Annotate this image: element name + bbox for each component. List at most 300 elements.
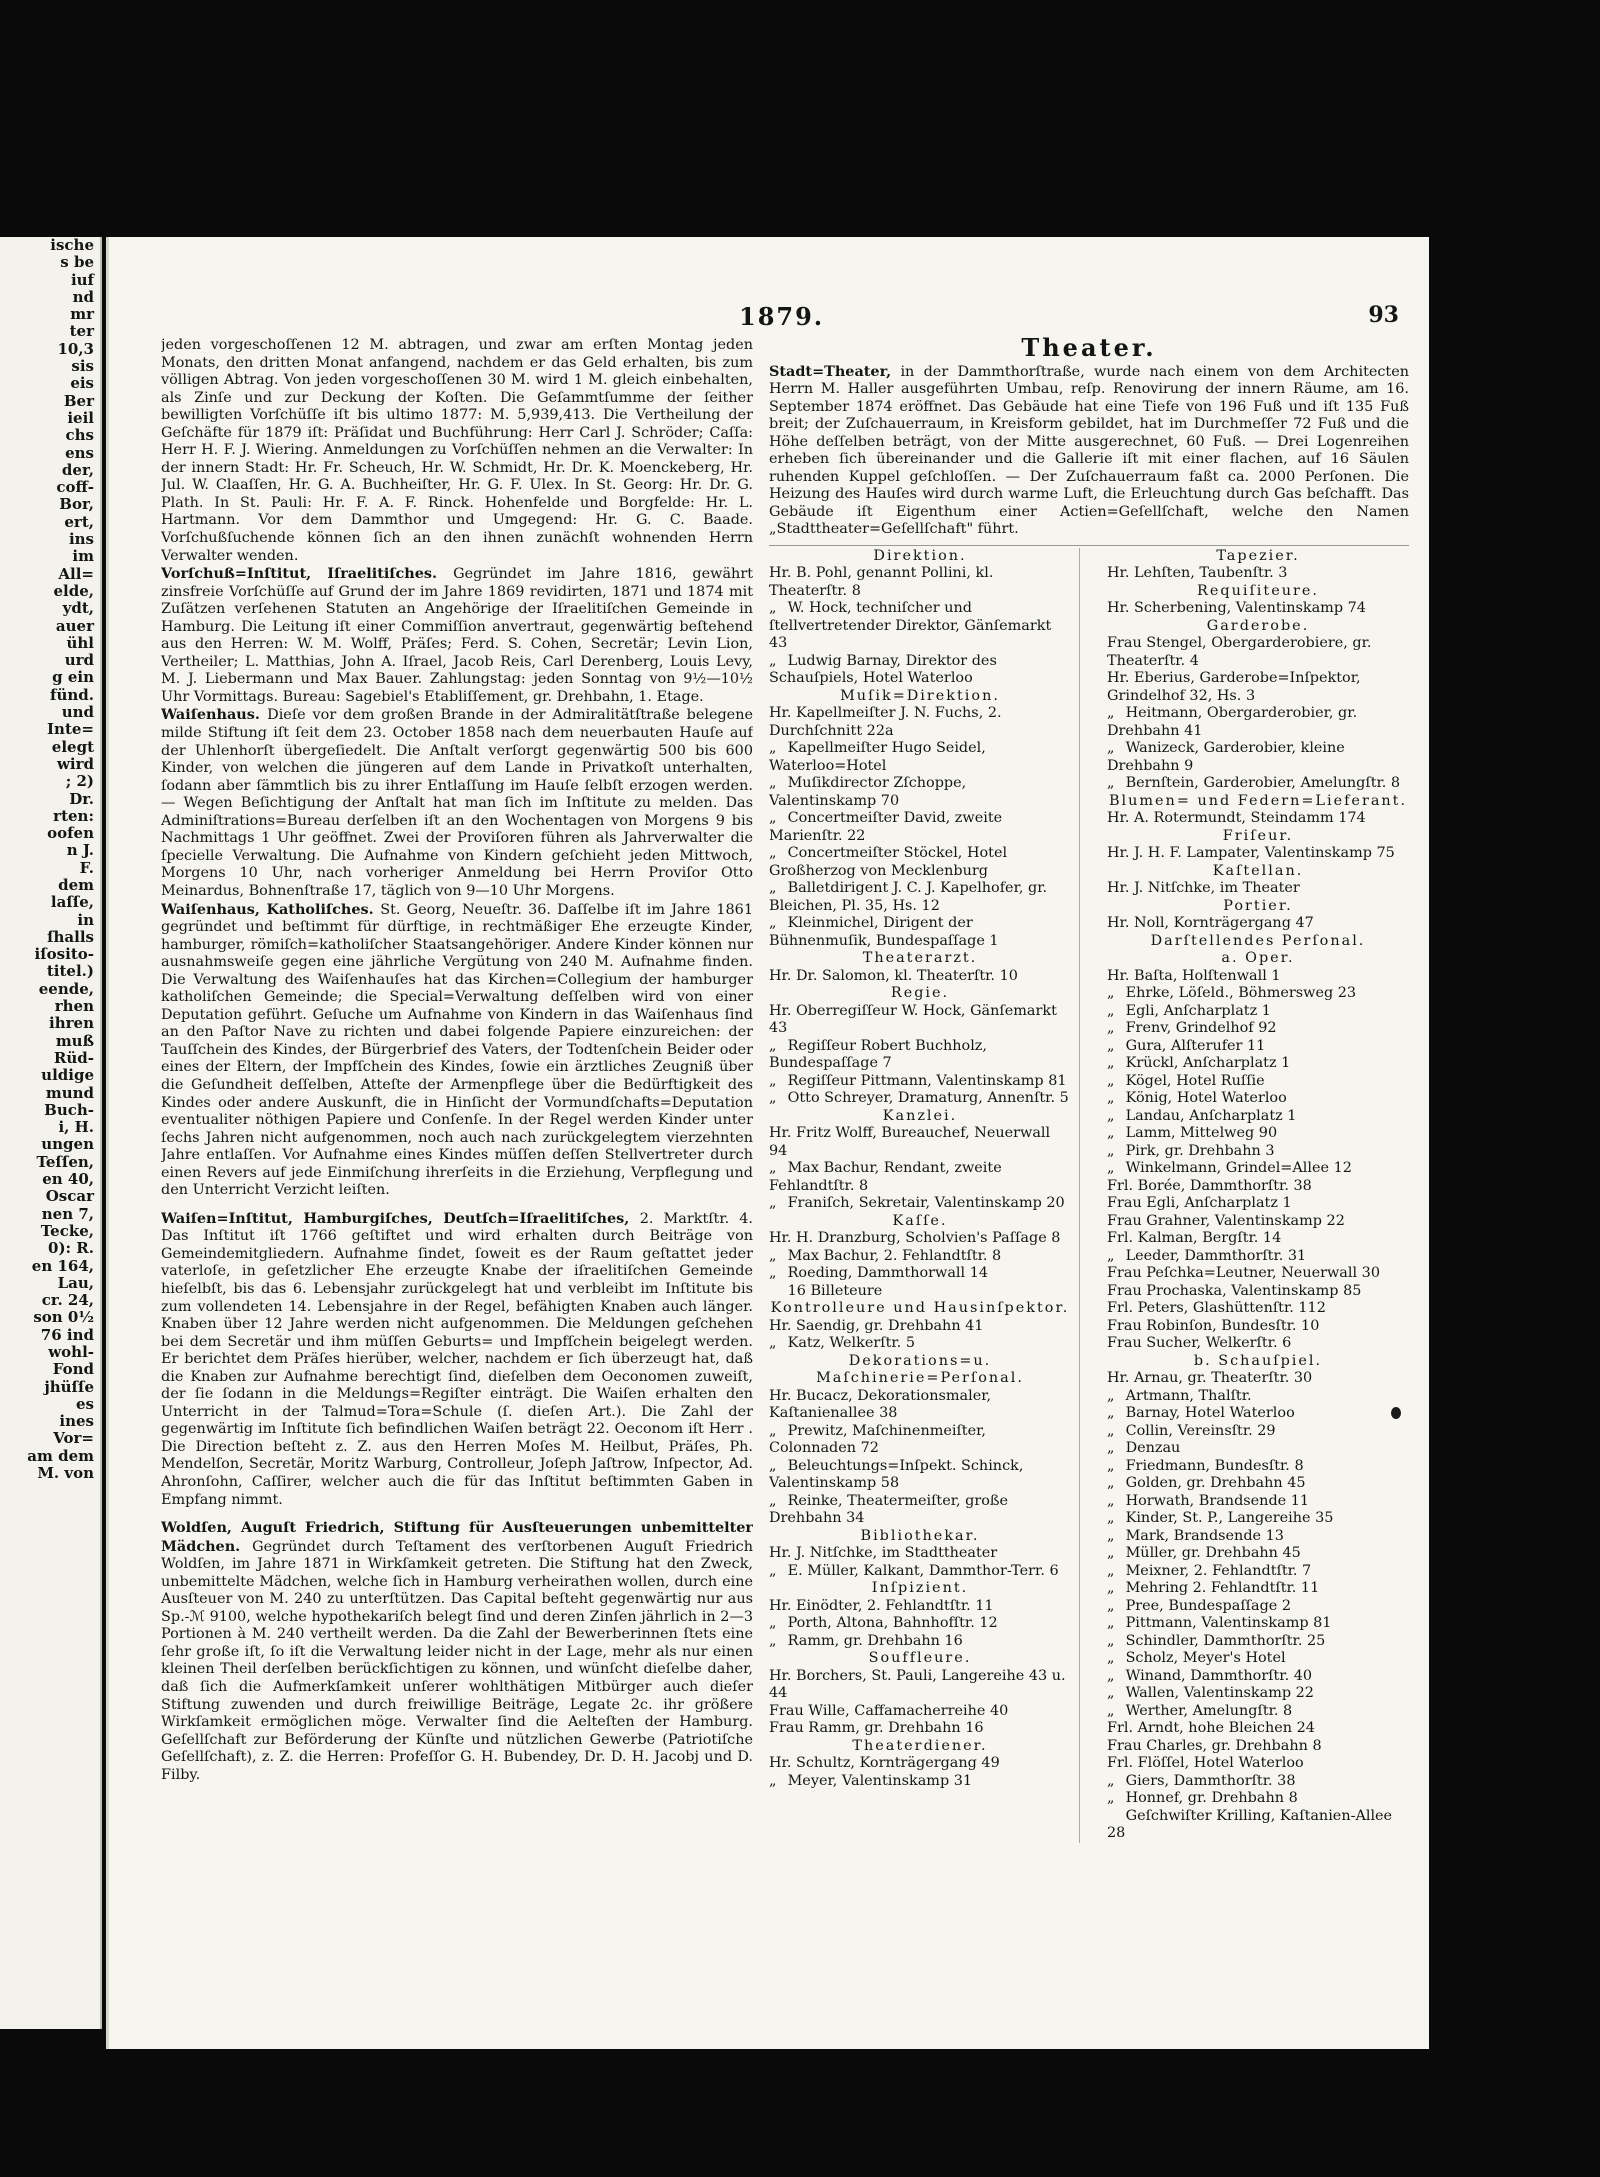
staff-entry <box>769 600 1071 653</box>
staff-title-prefix: „ <box>1107 1492 1115 1509</box>
staff-name-address: Stengel, Obergarderobiere, gr. Theaterſtr. 4 <box>1107 635 1372 669</box>
staff-entry <box>769 1283 1071 1301</box>
fragment-line: M. von <box>37 1464 94 1483</box>
theater-section <box>769 337 1409 2037</box>
page-year: 1879. <box>739 302 825 331</box>
staff-title-prefix: Frau <box>1107 1195 1142 1211</box>
staff-title-prefix: „ <box>1107 1510 1115 1526</box>
staff-entry <box>1107 1230 1409 1248</box>
staff-title-prefix: „ <box>1107 1160 1115 1176</box>
staff-entry <box>1107 845 1409 863</box>
staff-title-prefix: „ <box>1107 1107 1115 1124</box>
staff-entry <box>769 1335 1071 1353</box>
staff-entry <box>769 1230 1071 1248</box>
staff-entry <box>769 1493 1071 1528</box>
entry-heading: Vorſchuß=Inſtitut, Iſraelitiſches. <box>161 565 454 583</box>
fragment-line: wohl- <box>48 1343 94 1361</box>
fragment-line: son 0½ <box>33 1308 94 1327</box>
staff-entry <box>1107 1615 1409 1633</box>
staff-title-prefix: „ <box>769 775 777 791</box>
staff-title-prefix: „ <box>769 1195 777 1211</box>
staff-title-prefix: „ <box>1107 1597 1115 1614</box>
fragment-line: Fond <box>52 1360 94 1379</box>
staff-title-prefix: „ <box>769 810 777 826</box>
staff-entry <box>1107 915 1409 933</box>
staff-entry <box>1107 1720 1409 1738</box>
staff-entry <box>769 1265 1071 1283</box>
staff-title-prefix: Hr. <box>1107 967 1130 984</box>
staff-title-prefix: „ <box>1107 1615 1115 1631</box>
staff-title-prefix: Frau <box>1107 1265 1142 1281</box>
fragment-line: elegt <box>51 737 94 756</box>
staff-name-address: Balletdirigent J. C. J. Kapelhofer, gr. Bleichen, Pl. 35, Hs. 12 <box>769 880 1048 914</box>
staff-entry <box>769 1545 1071 1563</box>
staff-name-address: Bucacz, Dekorationsmaler, Kaſtanienallee 38 <box>769 1387 992 1421</box>
staff-name-address: Einödter, 2. Fehlandtſtr. 11 <box>791 1597 994 1614</box>
staff-title-prefix: „ <box>769 915 777 931</box>
fragment-line: nd <box>72 287 94 306</box>
staff-title-prefix: „ <box>769 1265 777 1281</box>
fragment-line: Lau, <box>57 1273 94 1292</box>
staff-title-prefix: Hr. <box>1107 880 1130 896</box>
staff-entry <box>769 653 1071 688</box>
staff-group-title: Dekorations=u. Maſchinerie=Perſonal. <box>816 1352 1024 1386</box>
staff-title-prefix: „ <box>1107 1475 1115 1491</box>
staff-entry <box>1107 880 1409 898</box>
staff-name-address: Golden, gr. Drehbahn 45 <box>1121 1475 1306 1491</box>
staff-title-prefix: Hr. <box>769 1597 792 1614</box>
fragment-line: ungen <box>41 1135 94 1154</box>
staff-entry <box>1107 1160 1409 1178</box>
fragment-line: sis <box>71 357 94 376</box>
staff-entry <box>1107 1055 1409 1073</box>
staff-name-address: Mark, Brandsende 13 <box>1121 1527 1284 1544</box>
staff-title-prefix: „ <box>1107 775 1115 791</box>
staff-title-prefix: „ <box>769 1457 777 1474</box>
fragment-line: Rüd- <box>53 1048 94 1067</box>
staff-entry <box>769 1458 1071 1493</box>
staff-title-prefix: „ <box>1107 1422 1115 1439</box>
fragment-line: urd <box>64 651 94 670</box>
staff-name-address: Wallen, Valentinskamp 22 <box>1121 1685 1314 1701</box>
staff-name-address: Reinke, Theatermeiſter, große Drehbahn 34 <box>769 1492 1009 1526</box>
fragment-line: All= <box>58 564 94 583</box>
staff-entry <box>1107 600 1409 618</box>
staff-entry <box>1107 1423 1409 1441</box>
staff-list-left <box>769 548 1080 1843</box>
staff-name-address: Winkelmann, Grindel=Allee 12 <box>1121 1160 1352 1176</box>
staff-name-address: Schultz, Kornträgergang 49 <box>791 1755 1000 1771</box>
staff-title-prefix: „ <box>1107 705 1115 721</box>
staff-entry <box>769 1563 1071 1581</box>
staff-title-prefix: Hr. <box>769 1667 792 1684</box>
fragment-line: ydt, <box>62 599 94 618</box>
fragment-line: Vor= <box>53 1429 94 1448</box>
staff-name-address: J. Nitſchke, im Stadttheater <box>791 1545 998 1561</box>
staff-entry <box>769 1388 1071 1423</box>
entry-text: jeden vorgeschoſſenen 12 M. abtragen, und zwar am erſten Montag jeden Monats, den dritten Monat anfangend, nachdem er das Geld erhalten, bis zum völligen Abtrag. Von jeden vorgeschoſſenen 30 M. wird 1 M. gleich einbehalten, als Zinſe und zur Deckung der Koſten. Die Geſammtſumme der ſeither bewilligten Vorſchüſſe iſt bis ultimo 1877: M. 5,939,413. Die Vertheilung der Geſchäfte für 1879 iſt: Präſidat und Buchführung: Herr Carl J. Schröder; Caſſa: Herr H. F. J. Wiering. Anmeldungen zu Vorſchüſſen nehmen an die Verwalter: In der innern Stadt: Hr. Fr. Scheuch, Hr. W. Schmidt, Hr. Dr. K. Moenckeberg, Hr. Jul. W. Claaſſen, Hr. G. A. Buchheiſter, Hr. G. F. Ulex. In St. Georg: Hr. Dr. G. Plath. In St. Pauli: Hr. F. A. F. Rinck. Hohenfelde und Borgfelde: Hr. L. Hartmann. Vor dem Dammthor und Umgegend: Hr. G. C. Baade. Vorſchußſuchende können ſich an den ihnen zunächſt wohnenden Herrn Verwalter wenden. <box>161 337 753 564</box>
staff-entry <box>769 775 1071 810</box>
fragment-line: iuf <box>70 270 94 289</box>
fragment-line: elde, <box>53 581 94 600</box>
staff-entry <box>1107 1510 1409 1528</box>
staff-name-address: J. H. F. Lampater, Valentinskamp 75 <box>1129 845 1395 861</box>
page-number: 93 <box>1368 302 1399 328</box>
fragment-line: ische <box>50 237 94 254</box>
staff-name-address: Sucher, Welkerſtr. 6 <box>1141 1335 1292 1351</box>
staff-title-prefix: „ <box>769 1422 777 1439</box>
staff-entry <box>769 1423 1071 1458</box>
staff-title-prefix: Frau <box>769 1720 804 1736</box>
staff-title-prefix: „ <box>1107 1440 1115 1456</box>
staff-name-address: Baſta, Holſtenwall 1 <box>1129 967 1281 984</box>
staff-name-address: Horwath, Brandsende 11 <box>1121 1492 1310 1509</box>
staff-title-prefix: „ <box>1107 1020 1115 1036</box>
staff-title-prefix: Hr. <box>1107 565 1130 581</box>
fragment-line: auer <box>55 616 94 635</box>
fragment-line: F. <box>79 858 94 877</box>
entry-text: Gegründet durch Teſtament des verſtorbenen Auguſt Friedrich Woldſen, im Jahre 1871 in Wirkſamkeit getreten. Die Stiftung hat den Zweck, unbemittelte Mädchen, welche ſich in Hamburg verheirathen wollen, durch eine Ausſteuer von M. 240 zu unterſtützen. Das Capital beſteht gegenwärtig nur aus Sp.-ℳ 9100, welche hypothekariſch belegt ſind und deren Zinſen jährlich in 2—3 Portionen à M. 240 vertheilt werden. Da die Zahl der Bewerberinnen ſtets eine ſehr große iſt, ſo iſt die Verwaltung leider nicht in der Lage, mehr als nur einen kleinen Theil derſelben berückſichtigen zu können, und wünſcht dieſelbe daher, daß ſich die Aufmerkſamkeit unſerer wohlthätigen Mitbürger auch dieſer Stiftung zuwenden und durch freiwillige Beiträge, Legate 2c. ihr größere Wirkſamkeit ermöglichen möge. Verwalter ſind die Aelteſten der Hamburg. Geſellſchaft zur Beförderung der Künſte und nützlichen Gewerbe (Patriotiſche Geſellſchaft), z. Z. die Herren: Profeſſor G. H. Bubendey, Dr. D. H. Jacobj und D. Filby. <box>161 1538 753 1783</box>
staff-name-address: Meixner, 2. Fehlandtſtr. 7 <box>1121 1562 1312 1579</box>
staff-name-address: Borchers, St. Pauli, Langereihe 43 u. 44 <box>769 1667 1066 1701</box>
fragment-line: am dem <box>27 1446 94 1465</box>
staff-entry <box>1107 1598 1409 1616</box>
staff-group-title: Regie. <box>890 985 950 1001</box>
staff-entry <box>769 740 1071 775</box>
staff-name-address: Honnef, gr. Drehbahn 8 <box>1121 1790 1298 1806</box>
directory-entry <box>161 1519 753 1784</box>
staff-entry <box>1107 1668 1409 1686</box>
theater-intro-text: in der Dammthorſtraße, wurde nach einem von dem Architecten Herrn M. Haller ausgeführten Umbau, reſp. Renovirung der innern Räume, am 16. September 1874 eröffnet. Das Gebäude hat eine Tiefe von 196 Fuß und iſt 135 Fuß breit; der Zuſchauerraum, in Kreisform gebildet, hat im Durchmeſſer 72 Fuß und die Höhe deſſelben beträgt, von der Mitte ausgerechnet, 60 Fuß. — Drei Logenreihen erheben ſich übereinander und die Gallerie iſt mit einer flachen, auf 16 Säulen ruhenden Kuppel geſchloſſen. — Der Zuſchauerraum faßt ca. 2000 Perſonen. Die Heizung des Hauſes wird durch warme Luft, die Erleuchtung durch Gas beſchafft. Das Gebäude iſt Eigenthum einer Actien=Geſellſchaft, welche den Namen „Stadttheater=Geſellſchaft" führt. <box>769 363 1409 537</box>
staff-entry <box>1107 1265 1409 1283</box>
staff-name-address: Dr. Salomon, kl. Theaterſtr. 10 <box>791 967 1018 984</box>
fragment-line: i, H. <box>58 1118 94 1137</box>
staff-name-address: Noll, Kornträgergang 47 <box>1129 915 1314 931</box>
staff-name-address: A. Rotermundt, Steindamm 174 <box>1129 810 1366 826</box>
fragment-line: rten: <box>53 806 94 825</box>
staff-title-prefix: Hr. <box>1107 810 1130 826</box>
fragment-line: en 164, <box>31 1256 94 1275</box>
fragment-line: nen 7, <box>41 1204 94 1223</box>
staff-name-address: Prewitz, Maſchinenmeiſter, Colonnaden 72 <box>769 1422 986 1456</box>
staff-name-address: Franiſch, Sekretair, Valentinskamp 20 <box>783 1195 1065 1211</box>
left-column-entries <box>161 337 753 2037</box>
fragment-line: ihren <box>49 1014 94 1033</box>
staff-group-title: Muſik=Direktion. <box>840 687 1000 704</box>
staff-entry <box>1107 1405 1409 1423</box>
staff-name-address: Kapellmeiſter J. N. Fuchs, 2. Durchſchnitt 22a <box>769 705 1002 739</box>
staff-entry <box>1107 1090 1409 1108</box>
staff-entry <box>769 705 1071 740</box>
staff-title-prefix: „ <box>1107 985 1115 1001</box>
staff-name-address: Arnau, gr. Theaterſtr. 30 <box>1129 1370 1313 1386</box>
staff-title-prefix: „ <box>1107 1562 1115 1579</box>
staff-entry <box>1107 1370 1409 1388</box>
staff-title-prefix: „ <box>769 1492 777 1509</box>
staff-title-prefix: „ <box>1107 1702 1115 1719</box>
staff-name-address: Giers, Dammthorſtr. 38 <box>1121 1772 1296 1789</box>
staff-name-address: Concertmeiſter David, zweite Marienſtr. 22 <box>769 810 1003 844</box>
staff-group-title: Garderobe. <box>1206 617 1310 634</box>
staff-title-prefix: Frl. <box>1107 1720 1134 1736</box>
staff-name-address: Gura, Alſterufer 11 <box>1121 1037 1266 1054</box>
fragment-line: cr. 24, <box>41 1291 94 1310</box>
staff-name-address: Roeding, Dammthorwall 14 <box>783 1265 989 1281</box>
staff-entry <box>769 968 1071 986</box>
entry-heading: Waiſen=Inſtitut, Hamburgiſches, Deutſch=Iſraelitiſches, <box>161 1209 640 1227</box>
staff-name-address: J. Nitſchke, im Theater <box>1129 880 1300 896</box>
staff-entry <box>1107 1703 1409 1721</box>
staff-title-prefix: Hr. <box>1107 915 1130 931</box>
staff-group-title: Friſeur. <box>1222 827 1294 844</box>
staff-name-address: Fritz Wolff, Bureauchef, Neuerwall 94 <box>769 1125 1051 1159</box>
fragment-line: 0): R. <box>48 1239 94 1258</box>
fragment-line: es <box>76 1394 94 1413</box>
staff-name-address: Prochaska, Valentinskamp 85 <box>1141 1282 1362 1299</box>
staff-group-title: Kaſtellan. <box>1212 862 1304 879</box>
staff-name-address: Muſikdirector Zſchoppe, Valentinskamp 70 <box>769 775 967 809</box>
staff-entry <box>769 1125 1071 1160</box>
staff-entry <box>1107 1755 1409 1773</box>
staff-group-title: Inſpizient. <box>871 1580 969 1596</box>
directory-entry <box>161 901 753 1200</box>
staff-name-address: Lamm, Mittelweg 90 <box>1121 1125 1278 1141</box>
page-header <box>109 302 1429 332</box>
fragment-line: 10,3 <box>57 339 94 358</box>
staff-entry <box>1107 1108 1409 1126</box>
fragment-line: s be <box>60 253 94 272</box>
staff-entry <box>769 1038 1071 1073</box>
staff-entry <box>769 565 1071 600</box>
directory-entry <box>161 337 753 565</box>
staff-title-prefix: Frau <box>1107 1282 1142 1299</box>
staff-title-prefix: „ <box>1107 1037 1115 1054</box>
staff-entry <box>1107 1773 1409 1791</box>
staff-entry <box>1107 705 1409 740</box>
directory-entry <box>161 706 753 900</box>
staff-columns <box>769 545 1409 1843</box>
fragment-line: Tecke, <box>40 1221 94 1240</box>
staff-title-prefix: „ <box>1107 1142 1115 1159</box>
staff-entry <box>769 1090 1071 1108</box>
staff-entry <box>1107 1213 1409 1231</box>
staff-entry <box>769 810 1071 845</box>
staff-name-address: Geſchwiſter Krilling, Kaſtanien-Allee 28 <box>1107 1807 1393 1841</box>
staff-entry <box>769 1773 1071 1791</box>
staff-entry <box>1107 1790 1409 1808</box>
fragment-line: ter <box>69 322 94 341</box>
fragment-line: dem <box>58 875 94 894</box>
staff-entry <box>1107 1633 1409 1651</box>
staff-title-prefix: Frl. <box>1107 1230 1134 1246</box>
staff-entry <box>1107 1038 1409 1056</box>
staff-title-prefix: Hr. <box>769 1755 792 1771</box>
staff-name-address: Krückl, Anſcharplatz 1 <box>1121 1055 1291 1071</box>
staff-group-title: Kanzlei. <box>882 1107 958 1124</box>
directory-entry <box>161 1210 753 1509</box>
ink-blot <box>1391 1407 1401 1419</box>
staff-title-prefix: Hr. <box>769 1002 792 1019</box>
staff-title-prefix: „ <box>1107 1457 1115 1474</box>
staff-name-address: Oberregiſſeur W. Hock, Gänſemarkt 43 <box>769 1002 1057 1036</box>
document-page <box>106 237 1429 2049</box>
staff-entry <box>1107 985 1409 1003</box>
staff-title-prefix: Frl. <box>1107 1177 1134 1194</box>
staff-title-prefix: „ <box>1107 1247 1115 1264</box>
staff-name-address: Otto Schreyer, Dramaturg, Annenſtr. 5 <box>783 1090 1069 1106</box>
staff-group-title: Portier. <box>1223 897 1293 914</box>
staff-name-address: Robinſon, Bundesſtr. 10 <box>1141 1317 1320 1334</box>
staff-entry <box>1107 1650 1409 1668</box>
staff-title-prefix: Frau <box>1107 1737 1142 1754</box>
staff-entry <box>1107 1125 1409 1143</box>
staff-name-address: Borée, Dammthorſtr. 38 <box>1133 1177 1312 1194</box>
staff-list-right <box>1107 548 1409 1843</box>
staff-entry <box>1107 1808 1409 1843</box>
staff-name-address: Kalman, Bergſtr. 14 <box>1133 1230 1282 1246</box>
staff-entry <box>1107 565 1409 583</box>
staff-name-address: Barnay, Hotel Waterloo <box>1121 1405 1295 1421</box>
entry-text: St. Georg, Neueſtr. 36. Daſſelbe iſt im Jahre 1861 gegründet und beſtimmt für dürftige, in rechtmäßiger Ehe erzeugte Kinder, hamburger, römiſch=katholiſcher Staatsangehöriger. Andere Kinder können nur ausnahmsweiſe gegen eine jährliche Vergütung von 240 M. Aufnahme finden. Die Verwaltung des Waiſenhauſes hat das Kirchen=Collegium der hamburger katholiſchen Gemeinde; die Special=Verwaltung deſſelben wird von einer Deputation geführt. Geſuche um Aufnahme von Kindern in das Waiſenhaus ſind an den Paſtor Nave zu richten und dabei folgende Papiere einzureichen: der Tauſſchein des Kindes, der Bürgerbrief des Vaters, der Todtenſchein Beider oder eines der Eltern, der Impfſchein des Kindes, ſowie ein ärztliches Zeugniß über die Geſundheit deſſelben, Atteſte der Armenpflege über die Bedürftigkeit des Kindes oder andere Auskunft, die in Hinſicht der Vormundſchafts=Deputation eventualiter nöthigen Papiere und Conſenſe. In der Regel werden Kinder unter ſechs Jahren nicht aufgenommen, noch auch nach zurückgelegtem vierzehnten Jahre entlaſſen. Vor Aufnahme eines Kindes müſſen deſſen Stellvertreter durch einen Revers auf jede Einmiſchung ihrerſeits in die Erziehung, Verpflegung und den Unterricht Verzicht leiſten. <box>161 901 753 1199</box>
fragment-line: rhen <box>54 997 94 1016</box>
staff-title-prefix: „ <box>769 1247 777 1264</box>
fragment-line: fünd. <box>50 685 94 704</box>
staff-entry <box>1107 775 1409 793</box>
staff-entry <box>769 1633 1071 1651</box>
staff-entry <box>1107 1003 1409 1021</box>
staff-entry <box>1107 1143 1409 1161</box>
fragment-line: mund <box>45 1083 94 1102</box>
fragment-line: und <box>61 703 94 722</box>
staff-entry <box>1107 810 1409 828</box>
staff-title-prefix: „ <box>769 1615 777 1631</box>
staff-name-address: Meyer, Valentinskamp 31 <box>783 1772 973 1789</box>
staff-name-address: Werther, Amelungſtr. 8 <box>1121 1702 1293 1719</box>
staff-name-address: König, Hotel Waterloo <box>1121 1090 1287 1106</box>
staff-title-prefix: Hr. <box>769 967 792 984</box>
staff-title-prefix: Hr. <box>769 1317 792 1334</box>
fragment-line: Teſſen, <box>36 1152 94 1171</box>
staff-entry <box>769 845 1071 880</box>
staff-entry <box>769 915 1071 950</box>
staff-name-address: Grahner, Valentinskamp 22 <box>1141 1212 1345 1229</box>
staff-title-prefix: „ <box>1107 1405 1115 1421</box>
staff-entry <box>1107 1493 1409 1511</box>
staff-title-prefix: Frau <box>769 1702 804 1719</box>
staff-entry <box>1107 1318 1409 1336</box>
staff-title-prefix: „ <box>769 1160 777 1176</box>
staff-title-prefix: „ <box>1107 1072 1115 1089</box>
fragment-line: ines <box>59 1412 94 1431</box>
staff-title-prefix: Hr. <box>769 1125 792 1141</box>
staff-entry <box>1107 1685 1409 1703</box>
staff-entry <box>1107 1335 1409 1353</box>
section-title: Theater. <box>1021 337 1157 362</box>
fragment-line: der, <box>61 460 94 479</box>
staff-title-prefix: „ <box>769 845 777 861</box>
staff-title-prefix: „ <box>1107 1580 1115 1596</box>
staff-name-address: Ludwig Barnay, Direktor des Schauſpiels, Hotel Waterloo <box>769 652 997 686</box>
fragment-line: g ein <box>52 668 94 687</box>
staff-name-address: Flöſſel, Hotel Waterloo <box>1133 1755 1304 1771</box>
staff-group-title: Kaſſe. <box>892 1212 948 1229</box>
staff-name-address: Leeder, Dammthorſtr. 31 <box>1121 1247 1307 1264</box>
directory-entry <box>161 565 753 706</box>
staff-title-prefix: Hr. <box>1107 845 1130 861</box>
staff-title-prefix: Hr. <box>769 705 792 721</box>
staff-entry <box>1107 1300 1409 1318</box>
staff-title-prefix: Hr. <box>769 1230 792 1246</box>
fragment-line: Oscar <box>45 1187 94 1206</box>
fragment-line: wird <box>56 754 94 773</box>
staff-name-address: Saendig, gr. Drehbahn 41 <box>791 1317 984 1334</box>
staff-name-address: Friedmann, Bundesſtr. 8 <box>1121 1457 1304 1474</box>
staff-title-prefix: „ <box>769 1037 777 1054</box>
staff-entry <box>1107 1020 1409 1038</box>
staff-entry <box>769 1668 1071 1703</box>
staff-name-address: Charles, gr. Drehbahn 8 <box>1141 1737 1322 1754</box>
staff-name-address: Frenv, Grindelhof 92 <box>1121 1020 1277 1036</box>
staff-entry <box>1107 1248 1409 1266</box>
staff-name-address: Kinder, St. P., Langereihe 35 <box>1121 1510 1334 1526</box>
staff-name-address: 16 Billeteure <box>783 1282 883 1299</box>
staff-group-title: Tapezier. <box>1216 547 1300 564</box>
staff-entry <box>769 1195 1071 1213</box>
fragment-line: ieil <box>67 408 94 427</box>
staff-name-address: Pirk, gr. Drehbahn 3 <box>1121 1142 1275 1159</box>
staff-title-prefix: „ <box>1107 1545 1115 1561</box>
staff-entry <box>1107 1073 1409 1091</box>
staff-entry <box>1107 635 1409 670</box>
staff-title-prefix: „ <box>769 1335 777 1351</box>
staff-name-address: Egli, Anſcharplatz 1 <box>1121 1002 1271 1019</box>
staff-entry <box>769 1598 1071 1616</box>
staff-entry <box>1107 740 1409 775</box>
staff-name-address: Kögel, Hotel Ruſſie <box>1121 1072 1265 1089</box>
staff-name-address: Wille, Caffamacherreihe 40 <box>803 1702 1009 1719</box>
staff-title-prefix: „ <box>769 1632 777 1649</box>
staff-entry <box>1107 1388 1409 1406</box>
staff-title-prefix: Frau <box>1107 635 1142 651</box>
staff-entry <box>1107 1545 1409 1563</box>
fragment-line: iſosito- <box>34 945 94 964</box>
staff-group-title: Souffleure. <box>868 1650 972 1666</box>
staff-entry <box>1107 1580 1409 1598</box>
staff-title-prefix: „ <box>769 1562 777 1579</box>
staff-entry <box>1107 1458 1409 1476</box>
staff-entry <box>769 1073 1071 1091</box>
staff-title-prefix: „ <box>1107 1632 1115 1649</box>
staff-title-prefix: „ <box>1107 1002 1115 1019</box>
fragment-line: ; 2) <box>65 772 94 791</box>
fragment-line: mr <box>70 305 94 324</box>
staff-name-address: Wanizeck, Garderobier, kleine Drehbahn 9 <box>1107 740 1345 774</box>
entry-text: Gegründet im Jahre 1816, gewährt zinsfreie Vorſchüſſe auf Grund der im Jahre 1869 revidirten, 1871 und 1874 mit Zuſätzen verſehenen Statuten an Angehörige der Iſraelitiſchen Gemeinde in Hamburg. Die Leitung iſt einer Commiſſion anvertraut, gegenwärtig beſtehend aus den Herren: W. M. Wolff, Präſes; Ferd. S. Cohen, Secretär; Levin Lion, Vertheiler; L. Matthias, John A. Iſrael, Jacob Reis, Carl Derenberg, Louis Levy, M. J. Liebermann und Max Bauer. Zahlungstag: jeden Sonntag von 9½—10½ Uhr Vormittags. Bureau: Sagebiel's Etabliſſement, gr. Drehbahn, 1. Etage. <box>161 566 753 705</box>
staff-name-address: Lehſten, Taubenſtr. 3 <box>1129 565 1288 581</box>
fragment-line: jhüſſe <box>44 1377 94 1396</box>
entry-heading: Waiſenhaus, Katholiſches. <box>161 900 381 918</box>
staff-name-address: E. Müller, Kalkant, Dammthor-Terr. 6 <box>783 1562 1059 1579</box>
staff-group-title: Requiſiteure. <box>1197 582 1319 599</box>
staff-group-title: a. Oper. <box>1221 950 1295 966</box>
staff-title-prefix: „ <box>769 1072 777 1089</box>
fragment-line: Dr. <box>69 789 94 808</box>
staff-title-prefix: „ <box>1107 1125 1115 1141</box>
staff-name-address: Ehrke, Löſeld., Böhmersweg 23 <box>1121 985 1357 1001</box>
staff-name-address: Peſchka=Leutner, Neuerwall 30 <box>1141 1265 1380 1281</box>
staff-name-address: W. Hock, techniſcher und ſtellvertretender Direktor, Gänſemarkt 43 <box>769 600 1052 651</box>
staff-name-address: Scherbening, Valentinskamp 74 <box>1129 600 1366 616</box>
